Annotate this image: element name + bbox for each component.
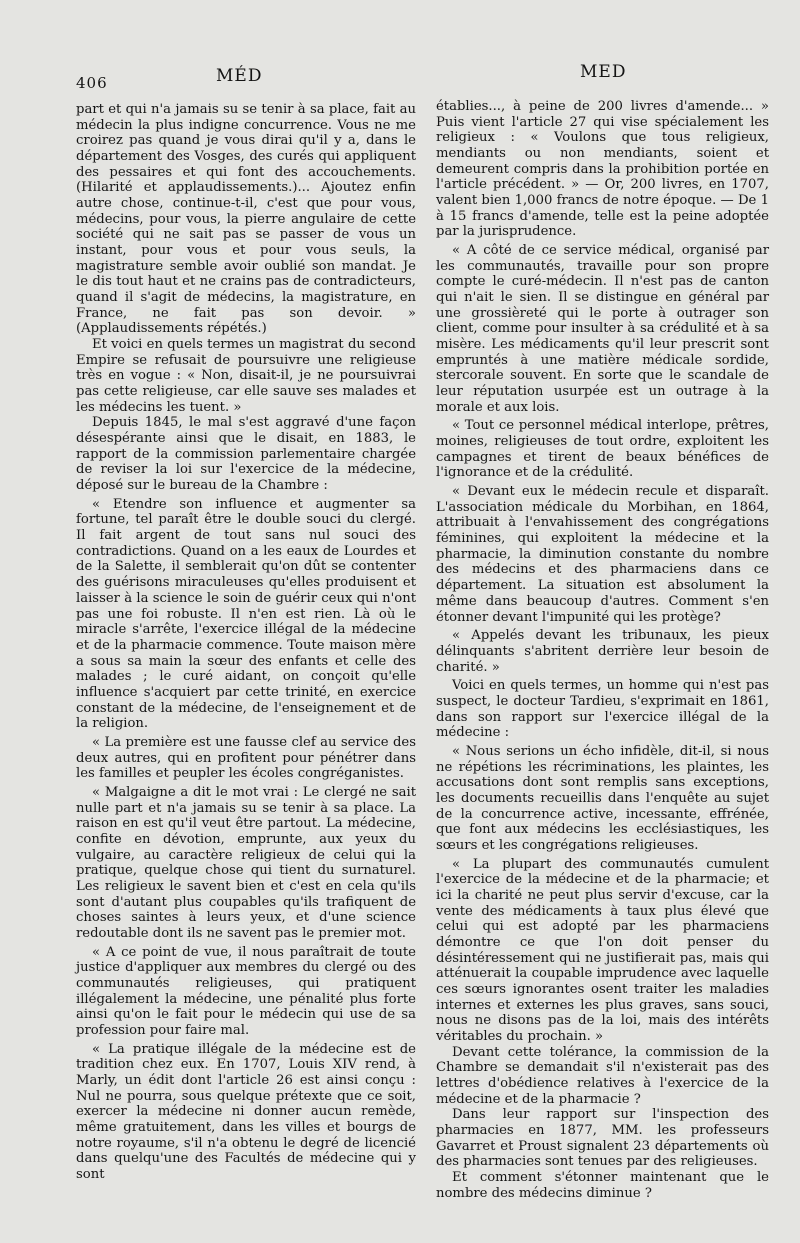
paragraph: « A côté de ce service médical, organisé par les communautés, travaille pour son propre compte le curé-médecin. Il n'est pas de canton qui n'ait le sien. Il se distingue en général par une grossièreté qui le porte à outrager son client, comme pour insulter à sa crédulité et à sa misère. Les médicaments qu'il leur prescrit sont empruntés à une matière médicale sordide, stercorale souvent. En sorte que le scandale de leur réputation usurpée est un outrage à la morale et aux lois. xyxy=(436,243,769,415)
left-column xyxy=(76,102,416,1183)
paragraph: « Devant eux le médecin recule et disparaît. L'association médicale du Morbihan, en 1864, attribuait à l'envahissement des congrégations féminines, qui exploitent la médecine et la pharmacie, la diminution constante du nombre des médecins et des pharmaciens dans ce département. La situation est absolument la même dans beaucoup d'autres. Comment s'en étonner devant l'impunité qui les protège? xyxy=(436,484,769,625)
paragraph: « La plupart des communautés cumulent l'exercice de la médecine et de la pharmacie; et ici la charité ne peut plus servir d'excuse, car la vente des médicaments à taux plus élevé que celui qui est adopté par les pharmaciens démontre ce que l'on doit penser du désintéressement qui ne justifierait pas, mais qui atténuerait la coupable imprudence avec laquelle ces sœurs ignorantes osent traiter les maladies internes et externes les plus graves, sans souci, nous ne disons pas de la loi, mais des intérêts véritables du prochain. » xyxy=(436,856,769,1044)
paragraph: « Etendre son influence et augmenter sa fortune, tel paraît être le double souci du clergé. Il fait argent de tout sans nul souci des contradictions. Quand on a les eaux de Lourdes et de la Salette, il semblerait qu'on dût se contenter des guérisons miraculeuses qu'elles produisent et laisser à la science le soin de guérir ceux qui n'ont pas une foi robuste. Il n'en est rien. Là où le miracle s'arrête, l'exercice illégal de la médecine et de la pharmacie commence. Toute maison mère a sous sa main la sœur des enfants et celle des malades ; le curé aidant, on conçoit qu'elle influence s'acquiert par cette trinité, en exercice constant de la médecine, de l'enseignement et de la religion. xyxy=(76,496,416,732)
right-column xyxy=(436,99,769,1201)
paragraph: Devant cette tolérance, la commission de la Chambre se demandait s'il n'existerait pas des lettres d'obédience relatives à l'exercice de la médecine et de la pharmacie ? xyxy=(436,1044,769,1107)
paragraph: Voici en quels termes, un homme qui n'est pas suspect, le docteur Tardieu, s'exprimait en 1861, dans son rapport sur l'exercice illégal de la médecine : xyxy=(436,678,769,741)
paragraph: « Tout ce personnel médical interlope, prêtres, moines, religieuses de tout ordre, exploitent les campagnes et tirent de beaux bénéfices de l'ignorance et de la crédulité. xyxy=(436,418,769,481)
running-head-left: MÉD xyxy=(216,66,263,86)
paragraph: Et voici en quels termes un magistrat du second Empire se refusait de poursuivre une religieuse très en vogue : « Non, disait-il, je ne poursuivrai pas cette religieuse, car elle sauve ses malades et les médecins les tuent. » xyxy=(76,337,416,415)
paragraph: Depuis 1845, le mal s'est aggravé d'une façon désespérante ainsi que le disait, en 1883, le rapport de la commission parlementaire chargée de reviser la loi sur l'exercice de la médecine, déposé sur le bureau de la Chambre : xyxy=(76,415,416,494)
paragraph: part et qui n'a jamais su se tenir à sa place, fait au médecin la plus indigne concurrence. Vous ne me croirez pas quand je vous dirai qu'il y a, dans le département des Vosges, des curés qui appliquent des pessaires et qui font des accouchements. (Hilarité et applaudissements.)... Ajoutez enfin autre chose, continue-t-il, c'est que pour vous, médecins, pour vous, la pierre angulaire de cette société qui ne sait pas se passer de vous un instant, pour vous et pour vous seuls, la magistrature semble avoir oublié son mandat. Je le dis tout haut et ne crains pas de contradicteurs, quand il s'agit de médecins, la magistrature, en France, ne fait pas son devoir. » (Applaudissements répétés.) xyxy=(76,102,416,337)
paragraph: « Nous serions un écho infidèle, dit-il, si nous ne répétions les récriminations, les plaintes, les accusations dont sont remplis sans exceptions, les documents recueillis dans l'enquête au sujet de la concurrence active, incessante, effrénée, que font aux médecins les ecclésiastiques, les sœurs et les congrégations religieuses. xyxy=(436,743,769,853)
paragraph: « A ce point de vue, il nous paraîtrait de toute justice d'appliquer aux membres du clergé ou des communautés religieuses, qui pratiquent illégalement la médecine, une pénalité plus forte ainsi qu'on le fait pour le médecin qui use de sa profession pour faire mal. xyxy=(76,944,416,1038)
paragraph: Et comment s'étonner maintenant que le nombre des médecins diminue ? xyxy=(436,1170,769,1201)
paragraph: « Malgaigne a dit le mot vrai : Le clergé ne sait nulle part et n'a jamais su se tenir à sa place. La raison en est qu'il veut être partout. La médecine, confite en dévotion, emprunte, aux yeux du vulgaire, au caractère religieux de celui qui la pratique, quelque chose qui tient du surnaturel. Les religieux le savent bien et c'est en cela qu'ils sont d'autant plus coupables qu'ils trafiquent de choses saintes à leurs yeux, et d'une science redoutable dont ils ne savent pas le premier mot. xyxy=(76,784,416,941)
running-head-right: MED xyxy=(580,62,627,82)
page-number: 406 xyxy=(76,74,108,92)
paragraph: « Appelés devant les tribunaux, les pieux délinquants s'abritent derrière leur besoin de charité. » xyxy=(436,628,769,675)
paragraph: « La pratique illégale de la médecine est de tradition chez eux. En 1707, Louis XIV rend, à Marly, un édit dont l'article 26 est ainsi conçu : Nul ne pourra, sous quelque prétexte que ce soit, exercer la médecine ni donner aucun remède, même gratuitement, dans les villes et bourgs de notre royaume, s'il n'a obtenu le degré de licencié dans quelqu'une des Facultés de médecine qui y sont xyxy=(76,1041,416,1183)
paragraph: Dans leur rapport sur l'inspection des pharmacies en 1877, MM. les professeurs Gavarret et Proust signalent 23 départements où des pharmacies sont tenues par des religieuses. xyxy=(436,1107,769,1170)
paragraph: « La première est une fausse clef au service des deux autres, qui en profitent pour pénétrer dans les familles et peupler les écoles congréganistes. xyxy=(76,734,416,782)
paragraph: établies..., à peine de 200 livres d'amende... » Puis vient l'article 27 qui vise spécialement les religieux : « Voulons que tous religieux, mendiants ou non mendiants, soient et demeurent compris dans la prohibition portée en l'article précédent. » — Or, 200 livres, en 1707, valent bien 1,000 francs de notre époque. — De 1 à 15 francs d'amende, telle est la peine adoptée par la jurisprudence. xyxy=(436,99,769,240)
